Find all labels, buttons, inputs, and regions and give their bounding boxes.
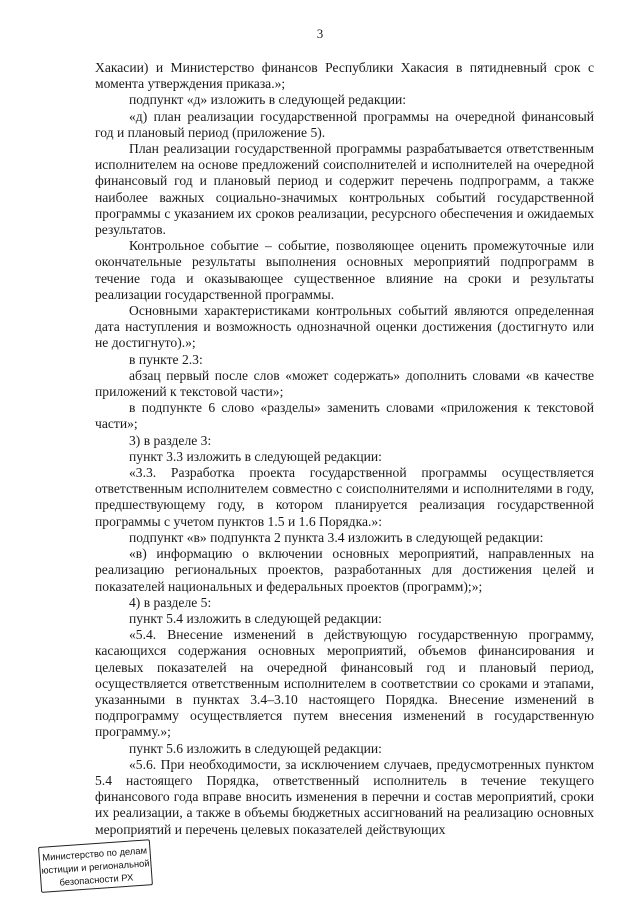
- stamp-line: юстиции и региональной: [41, 857, 150, 876]
- paragraph: в пункте 2.3:: [129, 351, 203, 367]
- paragraph: подпункт «в» подпункта 2 пункта 3.4 изложить в следующей редакции:: [129, 529, 544, 545]
- page-number: 3: [316, 26, 324, 41]
- paragraph: пункт 5.4 изложить в следующей редакции:: [129, 610, 382, 626]
- paragraph: Хакасии) и Министерство финансов Республики Хакасия в пятидневный срок с момента утверждения приказа.»;: [95, 60, 594, 92]
- paragraph: подпункт «д» изложить в следующей редакции:: [129, 92, 407, 108]
- paragraph: абзац первый после слов «может содержать» дополнить словами «в качестве приложений к текстовой части»;: [95, 367, 594, 400]
- paragraph: 4) в разделе 5:: [129, 594, 212, 610]
- paragraph: в подпункте 6 слово «разделы» заменить словами «приложения к текстовой части»;: [95, 400, 594, 432]
- stamp-line: Министерство по делам: [41, 844, 148, 863]
- paragraph: пункт 3.3 изложить в следующей редакции:: [129, 448, 382, 464]
- paragraph: План реализации государственной программы разрабатывается ответственным исполнителем на основе предложений соисполнителей и исполнителей на очередной финансовый год и плановый период и содержит перечень подпрограмм, а также наиболее важных социально-значимых контрольных событий государственной программы с указанием их сроков реализации, ресурсного обеспечения и ожидаемых результатов.: [95, 141, 594, 238]
- paragraph: Основными характеристиками контрольных событий являются определенная дата наступления и возможность однозначной оценки достижения (достигнуто или не достигнуто).»;: [95, 303, 594, 351]
- paragraph: «5.4. Внесение изменений в действующую государственную программу, касающихся содержания основных мероприятий, объемов финансирования и целевых показателей на очередной финансовый год и плановый период, осуществляется ответственным исполнителем в соответствии со сроками и этапами, указанными в пунктах 3.4–3.10 настоящего Порядка. Внесение изменений в подпрограмму осуществляется путем внесения изменений в государственную программу.»;: [95, 627, 594, 740]
- paragraph: пункт 5.6 изложить в следующей редакции:: [129, 740, 382, 756]
- paragraph: «5.6. При необходимости, за исключением случаев, предусмотренных пунктом 5.4 настоящего Порядка, ответственный исполнитель в течение текущего финансового года вправе вносить изменения в перечни и состав мероприятий, сроки их реализации, а также в объемы бюджетных ассигнований на реализацию основных мероприятий и перечень целевых показателей действующих: [95, 756, 594, 837]
- stamp-line: безопасности РХ: [59, 871, 134, 888]
- ministry-stamp: [38, 839, 153, 893]
- paragraph: «в) информацию о включении основных мероприятий, направленных на реализацию региональных проектов, разработанных для достижения целей и показателей национальных и федеральных проектов (программ);»;: [95, 546, 594, 594]
- document-body: [95, 60, 594, 838]
- paragraph: «д) план реализации государственной программы на очередной финансовый год и плановый период (приложение 5).: [95, 108, 594, 140]
- paragraph: 3) в разделе 3:: [129, 432, 212, 448]
- paragraph: Контрольное событие – событие, позволяющее оценить промежуточные или окончательные результаты выполнения основных мероприятий подпрограмм в течение года и оказывающее существенное влияние на сроки и результаты реализации государственной программы.: [95, 238, 594, 302]
- paragraph: «3.3. Разработка проекта государственной программы осуществляется ответственным исполнителем совместно с соисполнителями и исполнителями в году, предшествующему году, в котором планируется реализация государственной программы с учетом пунктов 1.5 и 1.6 Порядка.»:: [95, 465, 594, 529]
